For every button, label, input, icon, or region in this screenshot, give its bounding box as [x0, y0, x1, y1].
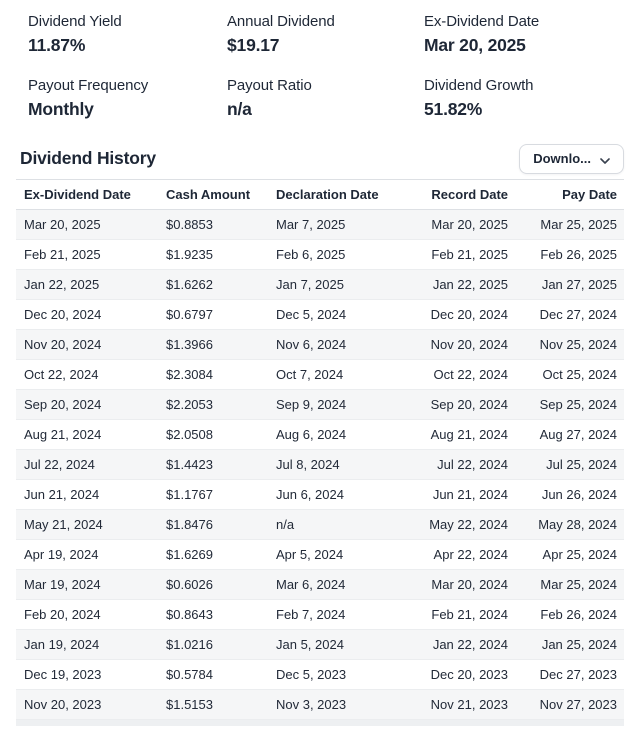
horizontal-scrollbar[interactable]	[16, 720, 624, 726]
stat-value: 11.87%	[28, 35, 86, 55]
table-row	[16, 600, 624, 630]
cell-declaration-date: Nov 3, 2023	[268, 690, 410, 720]
table-row	[16, 300, 624, 330]
table-row	[16, 390, 624, 420]
table-body	[16, 210, 624, 720]
table-row	[16, 540, 624, 570]
cell-cash-amount: $1.5153	[158, 690, 268, 720]
cell-cash-amount: $1.6262	[158, 270, 268, 300]
cell-cash-amount: $2.3084	[158, 360, 268, 390]
cell-pay-date: Sep 25, 2024	[520, 390, 624, 420]
download-button-label: Downlo...	[533, 151, 591, 166]
cell-ex-dividend-date: Sep 20, 2024	[16, 390, 158, 420]
page-title: Dividend History	[20, 148, 156, 168]
table-row	[16, 270, 624, 300]
cell-ex-dividend-date: Apr 19, 2024	[16, 540, 158, 570]
column-header-declaration-date: Declaration Date	[268, 180, 410, 210]
cell-declaration-date: n/a	[268, 510, 410, 540]
table-row	[16, 690, 624, 720]
table-row	[16, 360, 624, 390]
table-row	[16, 210, 624, 240]
chevron-down-icon	[600, 152, 610, 167]
cell-record-date: Sep 20, 2024	[410, 390, 520, 420]
cell-declaration-date: Sep 9, 2024	[268, 390, 410, 420]
cell-pay-date: Jun 26, 2024	[520, 480, 624, 510]
cell-pay-date: Aug 27, 2024	[520, 420, 624, 450]
cell-cash-amount: $2.2053	[158, 390, 268, 420]
cell-ex-dividend-date: Jul 22, 2024	[16, 450, 158, 480]
cell-pay-date: Feb 26, 2025	[520, 240, 624, 270]
cell-pay-date: Oct 25, 2024	[520, 360, 624, 390]
table-row	[16, 630, 624, 660]
cell-ex-dividend-date: Dec 19, 2023	[16, 660, 158, 690]
cell-record-date: Dec 20, 2024	[410, 300, 520, 330]
stat-value: $19.17	[227, 35, 280, 55]
table-row	[16, 240, 624, 270]
cell-ex-dividend-date: Aug 21, 2024	[16, 420, 158, 450]
table-row	[16, 330, 624, 360]
cell-record-date: Oct 22, 2024	[410, 360, 520, 390]
cell-ex-dividend-date: May 21, 2024	[16, 510, 158, 540]
stat-dividend-growth	[424, 77, 640, 120]
cell-cash-amount: $1.9235	[158, 240, 268, 270]
cell-record-date: Aug 21, 2024	[410, 420, 520, 450]
stat-value: Monthly	[28, 99, 94, 119]
cell-record-date: May 22, 2024	[410, 510, 520, 540]
cell-cash-amount: $0.6026	[158, 570, 268, 600]
stat-value: Mar 20, 2025	[424, 35, 526, 55]
stat-dividend-yield	[28, 13, 227, 56]
column-header-pay-date: Pay Date	[520, 180, 624, 210]
cell-ex-dividend-date: Feb 20, 2024	[16, 600, 158, 630]
cell-pay-date: Dec 27, 2023	[520, 660, 624, 690]
cell-ex-dividend-date: Mar 19, 2024	[16, 570, 158, 600]
cell-ex-dividend-date: Nov 20, 2024	[16, 330, 158, 360]
cell-pay-date: Jul 25, 2024	[520, 450, 624, 480]
stat-label: Dividend Yield	[28, 13, 122, 30]
cell-declaration-date: Aug 6, 2024	[268, 420, 410, 450]
cell-declaration-date: Jun 6, 2024	[268, 480, 410, 510]
cell-declaration-date: Oct 7, 2024	[268, 360, 410, 390]
table-row	[16, 570, 624, 600]
stat-payout-frequency	[28, 77, 227, 120]
cell-pay-date: Mar 25, 2025	[520, 210, 624, 240]
cell-record-date: Mar 20, 2025	[410, 210, 520, 240]
cell-record-date: Nov 20, 2024	[410, 330, 520, 360]
column-header-record-date: Record Date	[410, 180, 520, 210]
cell-cash-amount: $2.0508	[158, 420, 268, 450]
stat-annual-dividend	[227, 13, 424, 56]
cell-ex-dividend-date: Oct 22, 2024	[16, 360, 158, 390]
cell-ex-dividend-date: Jan 19, 2024	[16, 630, 158, 660]
cell-cash-amount: $1.4423	[158, 450, 268, 480]
cell-record-date: Nov 21, 2023	[410, 690, 520, 720]
cell-record-date: Feb 21, 2025	[410, 240, 520, 270]
cell-ex-dividend-date: Feb 21, 2025	[16, 240, 158, 270]
stat-label: Payout Ratio	[227, 77, 312, 94]
cell-ex-dividend-date: Dec 20, 2024	[16, 300, 158, 330]
cell-cash-amount: $0.6797	[158, 300, 268, 330]
cell-pay-date: May 28, 2024	[520, 510, 624, 540]
cell-declaration-date: Jul 8, 2024	[268, 450, 410, 480]
column-header-ex-dividend-date: Ex-Dividend Date	[16, 180, 158, 210]
cell-pay-date: Nov 27, 2023	[520, 690, 624, 720]
stat-value: 51.82%	[424, 99, 483, 119]
cell-pay-date: Nov 25, 2024	[520, 330, 624, 360]
cell-declaration-date: Jan 5, 2024	[268, 630, 410, 660]
download-button[interactable]	[519, 144, 624, 174]
cell-declaration-date: Nov 6, 2024	[268, 330, 410, 360]
cell-ex-dividend-date: Mar 20, 2025	[16, 210, 158, 240]
dividend-history-table	[16, 179, 624, 720]
dividend-history-header	[20, 143, 624, 174]
stat-label: Ex-Dividend Date	[424, 13, 540, 30]
table-row	[16, 510, 624, 540]
cell-record-date: Jun 21, 2024	[410, 480, 520, 510]
cell-pay-date: Jan 25, 2024	[520, 630, 624, 660]
stat-ex-dividend-date	[424, 13, 640, 56]
dividend-stats	[0, 0, 640, 120]
table-row	[16, 420, 624, 450]
table-header-row	[16, 180, 624, 210]
cell-cash-amount: $1.6269	[158, 540, 268, 570]
cell-pay-date: Dec 27, 2024	[520, 300, 624, 330]
column-header-cash-amount: Cash Amount	[158, 180, 268, 210]
stat-payout-ratio	[227, 77, 424, 120]
stat-label: Payout Frequency	[28, 77, 149, 94]
cell-ex-dividend-date: Jun 21, 2024	[16, 480, 158, 510]
cell-record-date: Dec 20, 2023	[410, 660, 520, 690]
cell-declaration-date: Apr 5, 2024	[268, 540, 410, 570]
stat-label: Dividend Growth	[424, 77, 534, 94]
cell-record-date: Feb 21, 2024	[410, 600, 520, 630]
cell-declaration-date: Dec 5, 2023	[268, 660, 410, 690]
cell-cash-amount: $0.8853	[158, 210, 268, 240]
cell-record-date: Mar 20, 2024	[410, 570, 520, 600]
table-row	[16, 480, 624, 510]
cell-pay-date: Feb 26, 2024	[520, 600, 624, 630]
cell-declaration-date: Dec 5, 2024	[268, 300, 410, 330]
cell-pay-date: Apr 25, 2024	[520, 540, 624, 570]
stat-value: n/a	[227, 99, 252, 119]
cell-pay-date: Mar 25, 2024	[520, 570, 624, 600]
cell-declaration-date: Feb 7, 2024	[268, 600, 410, 630]
stat-label: Annual Dividend	[227, 13, 335, 30]
cell-cash-amount: $0.5784	[158, 660, 268, 690]
cell-record-date: Jan 22, 2024	[410, 630, 520, 660]
table-row	[16, 660, 624, 690]
cell-pay-date: Jan 27, 2025	[520, 270, 624, 300]
cell-cash-amount: $1.1767	[158, 480, 268, 510]
cell-ex-dividend-date: Nov 20, 2023	[16, 690, 158, 720]
dividend-history-table-wrap	[16, 179, 624, 720]
cell-cash-amount: $1.0216	[158, 630, 268, 660]
cell-record-date: Jul 22, 2024	[410, 450, 520, 480]
cell-cash-amount: $1.3966	[158, 330, 268, 360]
cell-ex-dividend-date: Jan 22, 2025	[16, 270, 158, 300]
cell-declaration-date: Feb 6, 2025	[268, 240, 410, 270]
table-header	[16, 180, 624, 210]
cell-declaration-date: Jan 7, 2025	[268, 270, 410, 300]
cell-record-date: Apr 22, 2024	[410, 540, 520, 570]
cell-record-date: Jan 22, 2025	[410, 270, 520, 300]
cell-declaration-date: Mar 7, 2025	[268, 210, 410, 240]
cell-cash-amount: $0.8643	[158, 600, 268, 630]
cell-declaration-date: Mar 6, 2024	[268, 570, 410, 600]
table-row	[16, 450, 624, 480]
cell-cash-amount: $1.8476	[158, 510, 268, 540]
